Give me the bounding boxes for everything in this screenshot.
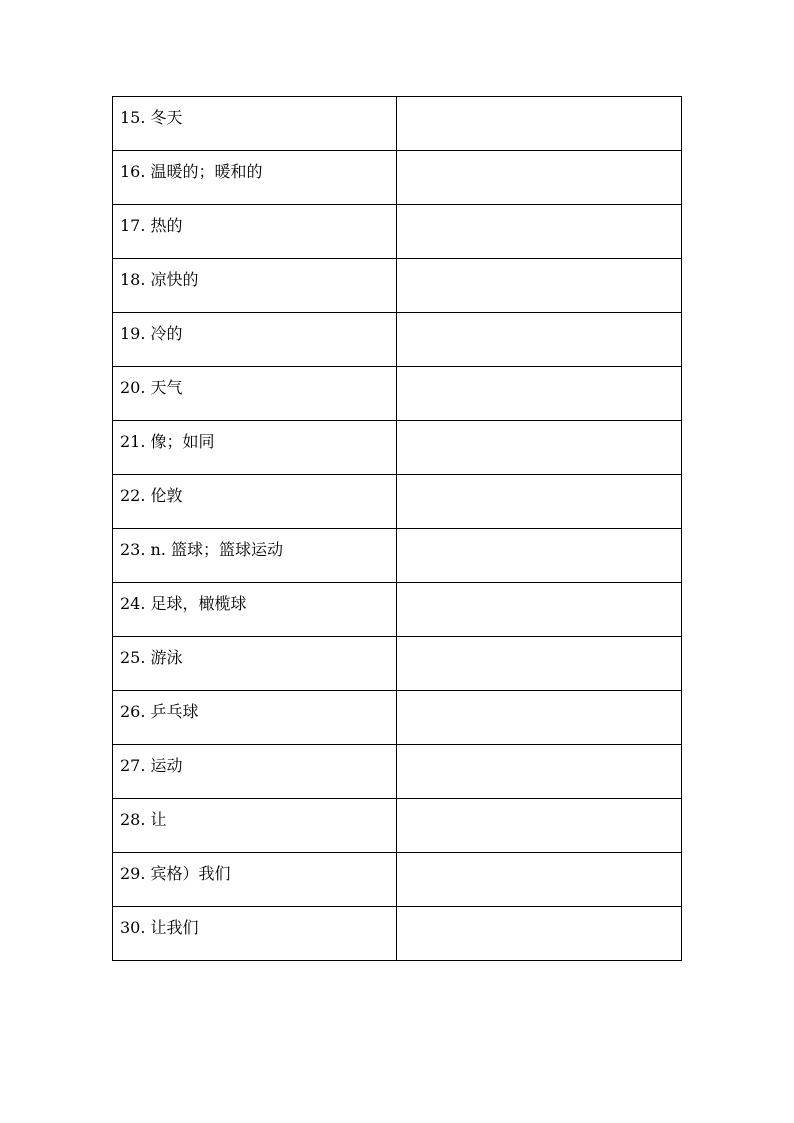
vocab-answer-cell[interactable] (397, 853, 682, 907)
vocab-answer-cell[interactable] (397, 205, 682, 259)
table-row (113, 637, 682, 691)
vocab-prompt-cell: 30. 让我们 (113, 907, 397, 961)
vocab-answer-cell[interactable] (397, 907, 682, 961)
table-row (113, 529, 682, 583)
vocab-prompt-cell: 25. 游泳 (113, 637, 397, 691)
vocab-prompt-cell: 24. 足球，橄榄球 (113, 583, 397, 637)
table-row (113, 907, 682, 961)
table-row (113, 475, 682, 529)
table-row (113, 799, 682, 853)
table-row (113, 691, 682, 745)
vocab-answer-cell[interactable] (397, 691, 682, 745)
vocab-prompt-cell: 28. 让 (113, 799, 397, 853)
vocab-prompt-cell: 20. 天气 (113, 367, 397, 421)
vocab-answer-cell[interactable] (397, 367, 682, 421)
vocab-prompt-cell: 15. 冬天 (113, 97, 397, 151)
vocab-prompt-cell: 26. 乒乓球 (113, 691, 397, 745)
vocab-prompt-cell: 19. 冷的 (113, 313, 397, 367)
table-row (113, 421, 682, 475)
vocab-answer-cell[interactable] (397, 421, 682, 475)
vocab-prompt-cell: 29. 宾格）我们 (113, 853, 397, 907)
vocab-prompt-cell: 21. 像；如同 (113, 421, 397, 475)
vocab-answer-cell[interactable] (397, 745, 682, 799)
vocab-prompt-cell: 17. 热的 (113, 205, 397, 259)
table-row (113, 745, 682, 799)
vocab-answer-cell[interactable] (397, 313, 682, 367)
vocab-answer-cell[interactable] (397, 637, 682, 691)
vocab-answer-cell[interactable] (397, 259, 682, 313)
vocab-answer-cell[interactable] (397, 475, 682, 529)
vocab-answer-cell[interactable] (397, 529, 682, 583)
vocab-prompt-cell: 22. 伦敦 (113, 475, 397, 529)
table-row (113, 205, 682, 259)
vocab-answer-cell[interactable] (397, 97, 682, 151)
vocabulary-table (112, 96, 682, 961)
table-row (113, 367, 682, 421)
vocab-prompt-cell: 16. 温暖的；暖和的 (113, 151, 397, 205)
table-row (113, 151, 682, 205)
table-row (113, 259, 682, 313)
vocab-answer-cell[interactable] (397, 151, 682, 205)
table-row (113, 853, 682, 907)
table-row (113, 313, 682, 367)
vocab-prompt-cell: 18. 凉快的 (113, 259, 397, 313)
table-row (113, 97, 682, 151)
table-row (113, 583, 682, 637)
vocab-answer-cell[interactable] (397, 799, 682, 853)
vocab-prompt-cell: 27. 运动 (113, 745, 397, 799)
vocab-prompt-cell: 23. n. 篮球；篮球运动 (113, 529, 397, 583)
vocab-answer-cell[interactable] (397, 583, 682, 637)
vocabulary-table-body (113, 97, 682, 961)
